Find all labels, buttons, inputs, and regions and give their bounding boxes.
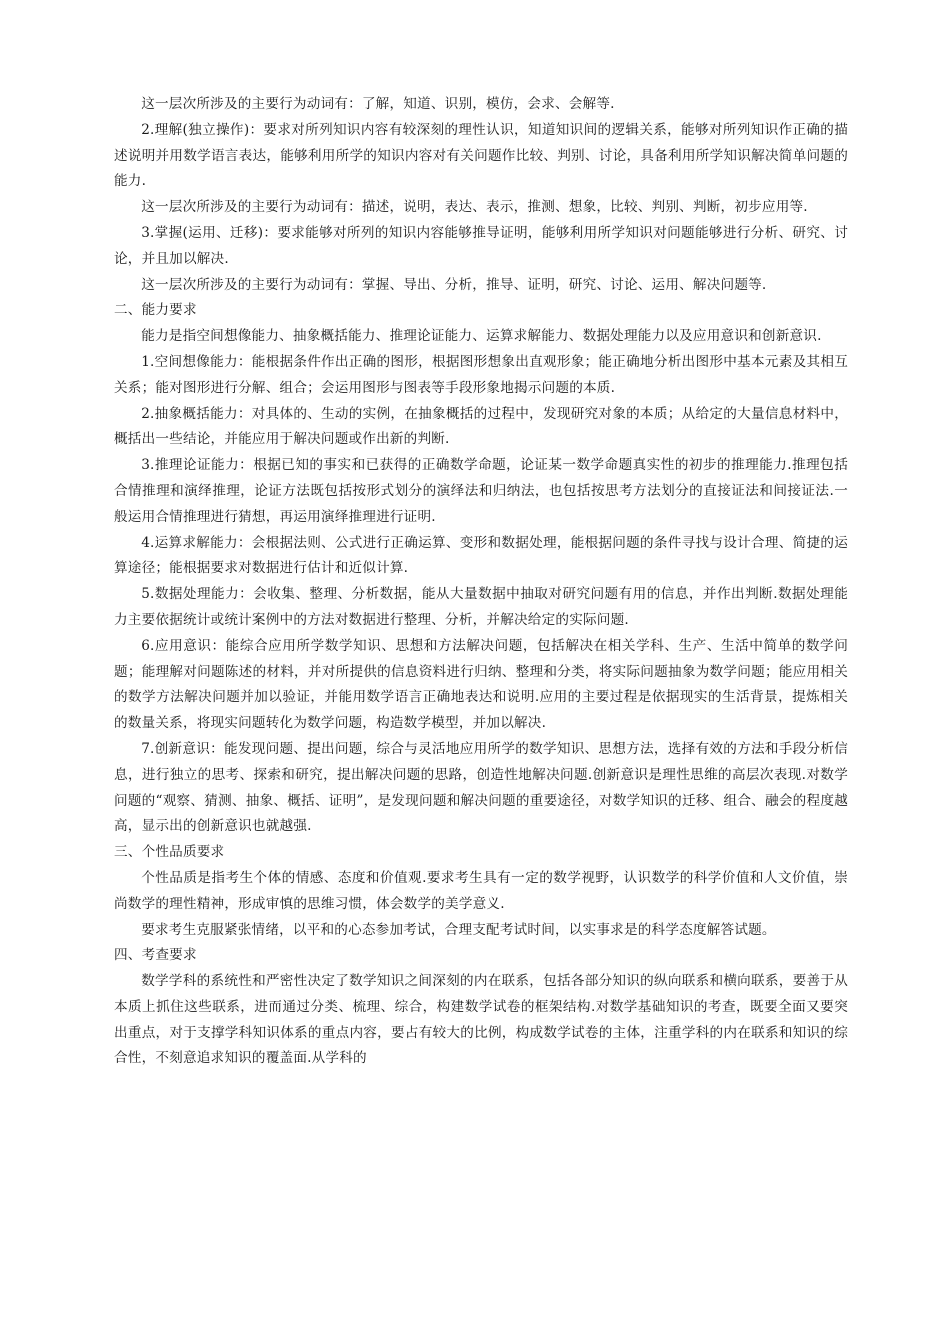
paragraph-level1-verbs: 这一层次所涉及的主要行为动词有：了解，知道、识别，模仿，会求、会解等. bbox=[141, 96, 615, 112]
paragraph-spatial-ability: 1.空间想像能力：能根据条件作出正确的图形，根据图形想象出直观形象；能正确地分析出图形中基本元素及其相互关系；能对图形进行分解、组合；会运用图形与图表等手段形象地揭示问题的本质. bbox=[114, 353, 848, 396]
paragraph-level2-verbs: 这一层次所涉及的主要行为动词有：描述，说明，表达、表示，推测、想象，比较、判别、判断，初步应用等. bbox=[141, 199, 808, 216]
document-page bbox=[114, 92, 848, 1072]
paragraph-assessment-intro: 数学学科的系统性和严密性决定了数学知识之间深刻的内在联系，包括各部分知识的纵向联系和横向联系，要善于从本质上抓住这些联系，进而通过分类、梳理、综合，构建数学试卷的框架结构.对数学基础知识的考查，既要全面又要突出重点，对于支撑学科知识体系的重点内容，要占有较大的比例，构成数学试卷的主体，注重学科的内在联系和知识的综合性，不刻意追求知识的覆盖面.从学科的 bbox=[114, 973, 848, 1067]
paragraph-personality-intro: 个性品质是指考生个体的情感、态度和价值观.要求考生具有一定的数学视野，认识数学的科学价值和人文价值，崇尚数学的理性精神，形成审慎的思维习惯，体会数学的美学意义. bbox=[114, 869, 848, 912]
paragraph-mastery: 3.掌握(运用、迁移)：要求能够对所列的知识内容能够推导证明，能够利用所学知识对问题能够进行分析、研究、讨论，并且加以解决. bbox=[114, 224, 848, 267]
paragraph-ability-intro: 能力是指空间想像能力、抽象概括能力、推理论证能力、运算求解能力、数据处理能力以及应用意识和创新意识. bbox=[141, 328, 822, 345]
paragraph-level3-verbs: 这一层次所涉及的主要行为动词有：掌握、导出、分析，推导、证明，研究、讨论、运用、解决问题等. bbox=[141, 276, 767, 293]
section-heading-personality: 三、个性品质要求 bbox=[114, 844, 225, 861]
section-heading-assessment: 四、考查要求 bbox=[114, 947, 197, 964]
paragraph-exam-attitude: 要求考生克服紧张情绪，以平和的心态参加考试，合理支配考试时间，以实事求是的科学态度解答试题。 bbox=[141, 921, 776, 938]
section-heading-ability: 二、能力要求 bbox=[114, 302, 197, 319]
paragraph-reasoning-ability: 3.推理论证能力：根据已知的事实和已获得的正确数学命题，论证某一数学命题真实性的初步的推理能力.推理包括合情推理和演绎推理，论证方法既包括按形式划分的演绎法和归纳法，也包括按思考方法划分的直接证法和间接证法.一般运用合情推理进行猜想，再运用演绎推理进行证明. bbox=[114, 457, 848, 525]
paragraph-abstraction-ability: 2.抽象概括能力：对具体的、生动的实例，在抽象概括的过程中，发现研究对象的本质；从给定的大量信息材料中，概括出一些结论，并能应用于解决问题或作出新的判断. bbox=[114, 405, 848, 448]
paragraph-innovation-awareness: 7.创新意识：能发现问题、提出问题，综合与灵活地应用所学的数学知识、思想方法，选择有效的方法和手段分析信息，进行独立的思考、探索和研究，提出解决问题的思路，创造性地解决问题.创新意识是理性思维的高层次表现.对数学问题的“观察、猜测、抽象、概括、证明”，是发现问题和解决问题的重要途径，对数学知识的迁移、组合、融会的程度越高，显示出的创新意识也就越强. bbox=[114, 740, 848, 835]
paragraph-application-awareness: 6.应用意识：能综合应用所学数学知识、思想和方法解决问题，包括解决在相关学科、生产、生活中简单的数学问题；能理解对问题陈述的材料，并对所提供的信息资料进行归纳、整理和分类，将实际问题抽象为数学问题；能应用相关的数学方法解决问题并加以验证，并能用数学语言正确地表达和说明.应用的主要过程是依据现实的生活背景，提炼相关的数量关系，将现实问题转化为数学问题，构造数学模型，并加以解决. bbox=[114, 637, 848, 732]
paragraph-computation-ability: 4.运算求解能力：会根据法则、公式进行正确运算、变形和数据处理，能根据问题的条件寻找与设计合理、简捷的运算途径；能根据要求对数据进行估计和近似计算. bbox=[114, 534, 848, 577]
paragraph-data-ability: 5.数据处理能力：会收集、整理、分析数据，能从大量数据中抽取对研究问题有用的信息，并作出判断.数据处理能力主要依据统计或统计案例中的方法对数据进行整理、分析，并解决给定的实际问题. bbox=[114, 586, 848, 628]
paragraph-understanding: 2.理解(独立操作)：要求对所列知识内容有较深刻的理性认识，知道知识间的逻辑关系，能够对所列知识作正确的描述说明并用数学语言表达，能够利用所学的知识内容对有关问题作比较、判别、讨论，具备利用所学知识解决简单问题的能力. bbox=[114, 121, 848, 190]
